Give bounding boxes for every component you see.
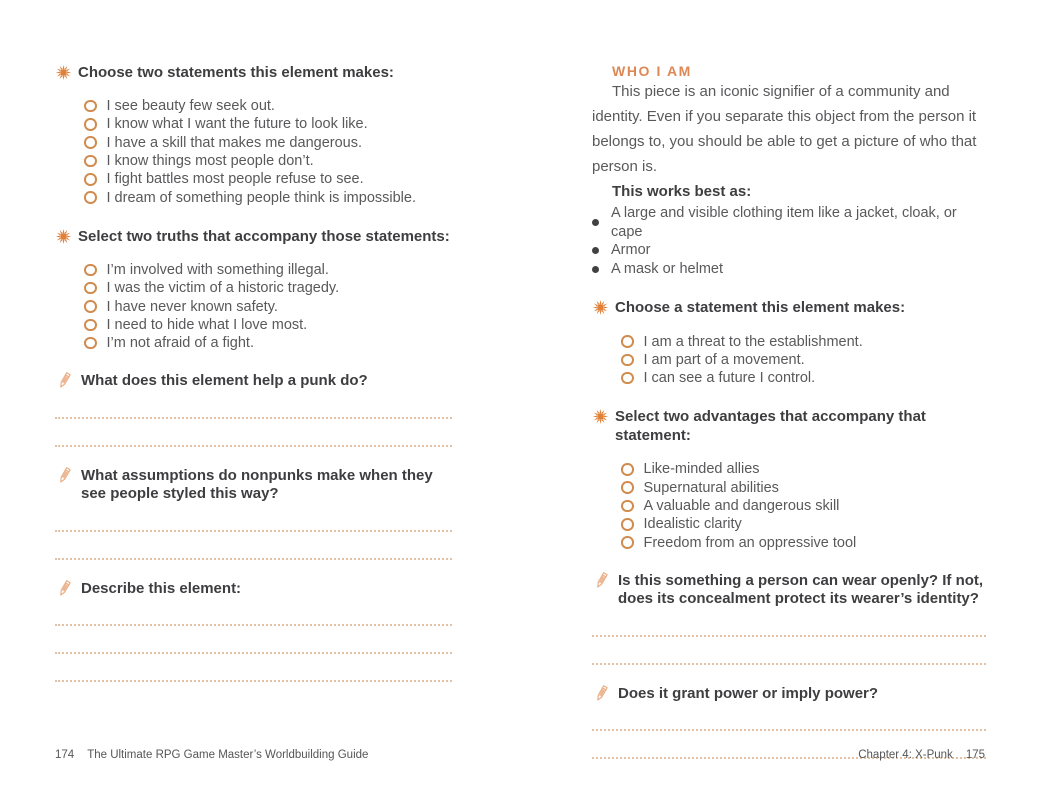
choice-circle <box>84 282 97 295</box>
checklist-section <box>592 298 986 387</box>
bullet-dot <box>592 247 599 254</box>
section-heading <box>592 298 986 317</box>
prompt-section <box>55 372 452 447</box>
writing-line <box>55 504 452 532</box>
section-heading-label: Choose two statements this element makes: <box>78 64 394 81</box>
section-title: WHO I AM <box>612 63 692 79</box>
section-heading <box>55 63 452 82</box>
choice-circle <box>84 319 97 332</box>
choice-circle <box>84 173 97 186</box>
choice-list <box>621 460 986 551</box>
writing-line <box>55 598 452 626</box>
choice-label: I am part of a movement. <box>643 351 805 368</box>
pencil-icon <box>55 371 74 390</box>
choice-row <box>84 261 452 279</box>
prompt-heading <box>592 685 986 704</box>
footer-chapter-title: Chapter 4: X-Punk <box>858 749 953 761</box>
choice-circle <box>84 136 97 149</box>
choice-label: A valuable and dangerous skill <box>643 498 840 514</box>
choice-circle <box>84 337 97 350</box>
footer-page-number-left: 174 <box>55 749 75 761</box>
prompt-label: What does this element help a punk do? <box>81 372 368 390</box>
choice-row <box>84 279 452 297</box>
writing-line <box>55 532 452 560</box>
prompt-section <box>592 572 986 665</box>
choice-row <box>84 334 452 352</box>
choice-circle <box>621 354 634 367</box>
section-heading <box>592 407 986 445</box>
choice-label: I fight battles most people refuse to see. <box>106 171 364 188</box>
choice-label: I’m not afraid of a fight. <box>106 335 254 352</box>
sunburst-icon <box>55 64 72 81</box>
choice-circle <box>621 481 634 494</box>
page-left <box>55 63 452 682</box>
section-heading-label: Select two truths that accompany those statements: <box>78 227 450 245</box>
choice-row <box>621 332 986 350</box>
choice-list <box>84 97 452 207</box>
prompt-label: Is this something a person can wear openly? If not, does its concealment protect its wearer’s identity? <box>618 571 984 608</box>
page-right <box>592 63 986 759</box>
bullet-list-section <box>592 183 986 278</box>
choice-row <box>621 460 986 478</box>
bullet-dot <box>592 266 599 273</box>
choice-row <box>621 369 986 387</box>
choice-row <box>84 152 452 170</box>
choice-circle <box>621 335 634 348</box>
writing-line <box>55 654 452 682</box>
choice-row <box>621 497 986 515</box>
pencil-icon <box>592 684 611 703</box>
choice-circle <box>621 536 634 549</box>
choice-row <box>84 134 452 152</box>
checklist-section <box>55 227 452 352</box>
checklist-section <box>55 63 452 207</box>
pencil-icon <box>55 466 74 485</box>
pencil-icon <box>55 579 74 598</box>
choice-row <box>84 316 452 334</box>
choice-list <box>621 332 986 387</box>
footer-right <box>858 749 985 761</box>
prompt-heading <box>55 467 452 504</box>
choice-row <box>621 351 986 369</box>
footer-book-title: The Ultimate RPG Game Master’s Worldbuilding Guide <box>87 749 369 761</box>
writing-line <box>592 637 986 665</box>
choice-label: I know things most people don’t. <box>106 153 314 170</box>
sunburst-icon <box>55 228 72 245</box>
prompt-heading <box>55 372 452 391</box>
choice-label: I know what I want the future to look like. <box>106 116 368 133</box>
section-heading-label: Select two advantages that accompany that statement: <box>615 408 926 445</box>
choice-row <box>84 188 452 206</box>
choice-circle <box>84 155 97 168</box>
choice-label: I’m involved with something illegal. <box>106 261 329 278</box>
choice-circle <box>84 118 97 131</box>
choice-circle <box>621 463 634 476</box>
bullet-item <box>592 241 986 260</box>
prompt-section <box>55 580 452 683</box>
bullet-dot <box>592 219 599 226</box>
intro-paragraph: This piece is an iconic signifier of a community and identity. Even if you separate this object from the person it belongs to, you should be able to get a picture of who that person is. <box>592 83 977 175</box>
sunburst-icon <box>592 408 609 425</box>
writing-line <box>592 703 986 731</box>
footer-left <box>55 749 368 761</box>
choice-row <box>84 97 452 115</box>
section-heading <box>55 227 452 246</box>
choice-label: Freedom from an oppressive tool <box>643 534 857 551</box>
choice-circle <box>84 100 97 113</box>
prompt-label: Describe this element: <box>81 579 242 597</box>
choice-label: Supernatural abilities <box>643 479 779 496</box>
choice-row <box>84 170 452 188</box>
prompt-heading <box>592 572 986 609</box>
choice-row <box>84 115 452 133</box>
checklist-section <box>592 407 986 551</box>
choice-label: I have never known safety. <box>106 298 278 315</box>
choice-row <box>621 515 986 533</box>
choice-label: I dream of something people think is impossible. <box>106 189 416 206</box>
choice-row <box>621 533 986 551</box>
choice-label: I need to hide what I love most. <box>106 316 308 333</box>
bullet-label: A large and visible clothing item like a jacket, cloak, or cape <box>611 205 957 240</box>
writing-line <box>55 419 452 447</box>
prompt-section <box>55 467 452 560</box>
choice-circle <box>621 518 634 531</box>
choice-label: Idealistic clarity <box>643 516 742 533</box>
choice-circle <box>84 191 97 204</box>
choice-label: I have a skill that makes me dangerous. <box>106 134 362 151</box>
bullet-item <box>592 260 986 279</box>
writing-line <box>55 626 452 654</box>
choice-label: Like-minded allies <box>643 461 760 478</box>
pencil-icon <box>592 571 611 590</box>
prompt-label: What assumptions do nonpunks make when they see people styled this way? <box>81 466 433 503</box>
choice-list <box>84 261 452 352</box>
choice-circle <box>84 300 97 313</box>
choice-circle <box>621 500 634 513</box>
section-heading-label: Choose a statement this element makes: <box>615 299 906 317</box>
choice-row <box>621 479 986 497</box>
bullet-list-heading: This works best as: <box>612 183 752 200</box>
bullet-label: Armor <box>611 242 651 259</box>
choice-row <box>84 297 452 315</box>
writing-line <box>55 391 452 419</box>
choice-circle <box>621 372 634 385</box>
choice-label: I was the victim of a historic tragedy. <box>106 280 340 297</box>
footer-page-number-right: 175 <box>965 749 985 761</box>
bullet-label: A mask or helmet <box>611 260 724 277</box>
choice-circle <box>84 264 97 277</box>
prompt-label: Does it grant power or imply power? <box>618 684 879 702</box>
bullet-item <box>592 204 986 241</box>
choice-label: I see beauty few seek out. <box>106 98 275 115</box>
sunburst-icon <box>592 299 609 316</box>
writing-line <box>592 609 986 637</box>
choice-label: I am a threat to the establishment. <box>643 333 863 350</box>
choice-label: I can see a future I control. <box>643 370 816 387</box>
prompt-heading <box>55 580 452 599</box>
